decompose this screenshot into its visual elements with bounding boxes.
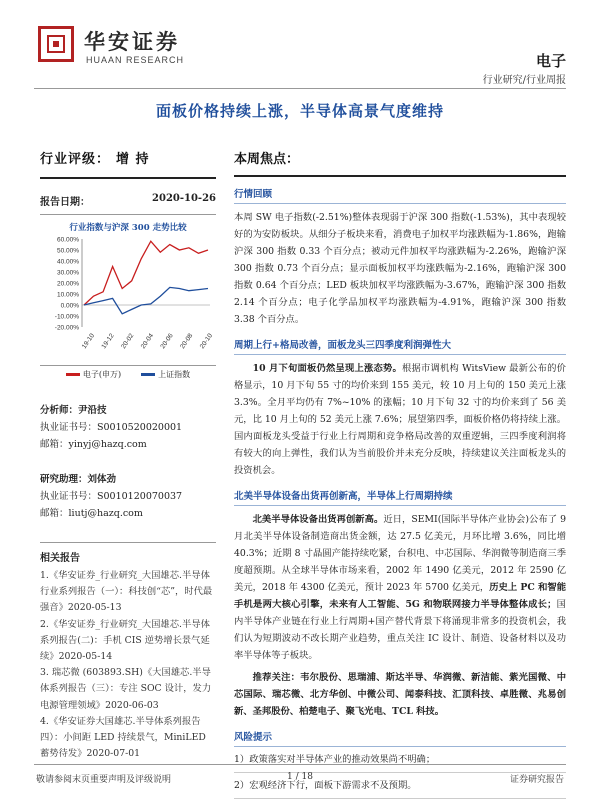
left-sidebar xyxy=(40,148,216,762)
huaan-logo-icon xyxy=(38,26,74,62)
risk-item: 1）政策落实对半导体产业的推动效果尚不明确； xyxy=(234,751,566,773)
rating-label: 行业评级： xyxy=(40,152,111,167)
analyst-info xyxy=(40,402,216,453)
analyst-label: 分析师： xyxy=(40,405,79,416)
related-report-item[interactable]: 3. 瑞芯微 (603893.SH)《大国雄芯.半导体系列报告（三）：专注 SOC 设计，发力电源管理领域》2020-06-03 xyxy=(40,667,212,711)
related-report-item[interactable]: 4.《华安证券大国雄芯.半导体系列报告四）：小间距 LED 持续景气，MiniLED 蓄势待发》2020-07-01 xyxy=(40,715,206,760)
y-tick-label: -20.00% xyxy=(54,324,79,332)
x-tick-label: 20-08 xyxy=(179,332,195,351)
analyst-name: 尹沿技 xyxy=(78,405,107,416)
related-reports xyxy=(40,542,216,762)
chart-legend xyxy=(40,365,216,380)
footer-label: 证券研究报告 xyxy=(509,775,564,785)
y-tick-label: 30.00% xyxy=(56,269,79,277)
weekly-focus-heading: 本周焦点： xyxy=(234,148,566,177)
semi-text-1: 近日，SEMI(国际半导体产业协会)公布了 9 月北美半导体设备制造商出货金额，达 27.5 亿美元，月环比增 3.6%，同比增 40.3%；近期 8 寸晶圆产能持续吃紧，台积电、中芯国际、华润微等制造商三季度超预期。从全球半导体市场来看，2002 年 1490 亿美元，2012 年 2590 亿美元，2018 年 4300 亿美元，预计 2023 年 5700 亿美元， xyxy=(234,514,566,593)
semi-lead: 北美半导体设备出货再创新高。 xyxy=(252,514,384,525)
recommendation-text: 推荐关注：韦尔股份、思瑞浦、斯达半导、华润微、新洁能、紫光国微、中芯国际、瑞芯微、北方华创、中微公司、闻泰科技、汇顶科技、卓胜微、兆易创新、圣邦股份、柏楚电子、聚飞光电、TCL 科技。 xyxy=(234,672,566,717)
report-type: 行业研究/行业周报 xyxy=(482,75,566,86)
section-title-risk: 风险提示 xyxy=(234,729,566,747)
market-review-text: 本周 SW 电子指数(-2.51%)整体表现弱于沪深 300 指数(-1.53%)，其中表现较好的为安防板块。从细分子板块来看，消费电子加权平均涨跌幅为-1.86%，跑输沪深 300 指数 0.33 个百分点；被动元件加权平均涨跌幅为-2.26%，跑输沪深 300 指数 0.73 个百分点；显示面板加权平均涨跌幅为-2.16%，跑输沪深 300 指数 0.64 个百分点；LED 板块加权平均涨跌幅为-3.67%，跑输沪深 300 指数 2.14 个百分点；电子化学品加权平均涨跌幅为-4.91%，跑输沪深 300 指数 3.38 个百分点。 xyxy=(234,212,566,325)
x-tick-label: 19-12 xyxy=(100,332,116,351)
analyst-license: 执业证书号：S0010520020001 xyxy=(40,422,183,433)
panel-text: 根据市调机构 WitsView 最新公布的价格显示，10 月下旬 55 寸的均价来到 155 美元，较 10 月上旬的 150 美元上涨 3.3%。全月平均仍有 7%~10% 的涨幅；10 月下旬 32 寸的均价来到了 56 美元，比 10 月上旬的 52 美元上涨 7.6%；展望第四季，面板价格仍将持续上涨。国内面板龙头受益于行业上行周期和竞争格局改善的双重逻辑，三四季度利润将有较大的向上弹性，我们认为当前股价并未充分反映，持续建议关注面板龙头的投资机会。 xyxy=(234,363,566,476)
date-label: 报告日期： xyxy=(40,197,90,208)
chart-title: 行业指数与沪深 300 走势比较 xyxy=(69,223,187,233)
sector-label: 电子 xyxy=(535,52,566,70)
legend-swatch-blue xyxy=(141,373,155,376)
logo-text: 华安证券 xyxy=(84,29,180,54)
semi-text-2: 国内半导体产业链在行业上行周期+国产替代背景下将涌现非常多的投资机会，我们认为短期波动不改长期产业趋势，重点关注 IC 设计、制造、设备材料以及功率半导体等子板块。 xyxy=(234,599,566,661)
analyst-email[interactable]: 邮箱：yinyj@hazq.com xyxy=(40,439,147,450)
section-title-semiconductor: 北美半导体设备出货再创新高，半导体上行周期持续 xyxy=(234,488,566,506)
report-header xyxy=(0,0,600,92)
section-title-market-review: 行情回顾 xyxy=(234,186,566,204)
industry-rating xyxy=(40,148,216,179)
footer-divider xyxy=(34,764,566,765)
y-tick-label: 50.00% xyxy=(56,247,79,255)
main-content xyxy=(234,148,566,799)
series-line-0 xyxy=(84,241,208,305)
y-tick-label: 40.00% xyxy=(56,258,79,266)
x-tick-label: 20-10 xyxy=(198,332,215,351)
x-tick-label: 20-04 xyxy=(139,332,156,351)
legend-label: 电子(申万) xyxy=(82,370,122,379)
header-divider xyxy=(34,88,566,89)
risk-item: 2）宏观经济下行，面板下游需求不及预期。 xyxy=(234,777,566,799)
y-tick-label: 20.00% xyxy=(56,280,79,288)
related-report-item[interactable]: 1.《华安证券_行业研究_大国雄芯.半导体行业系列报告（一）：科技创“芯”，时代最强音》2020-05-13 xyxy=(40,570,213,614)
rating-value: 增 持 xyxy=(116,152,150,167)
x-tick-label: 19-10 xyxy=(80,332,97,351)
semiconductor-paragraph xyxy=(234,511,566,664)
legend-label: 上证指数 xyxy=(158,370,191,379)
related-reports-heading: 相关报告 xyxy=(40,553,80,564)
section-title-panel: 周期上行+格局改善，面板龙头三四季度利润弹性大 xyxy=(234,337,566,355)
y-tick-label: 10.00% xyxy=(56,291,79,299)
index-comparison-chart xyxy=(40,214,216,380)
date-value: 2020-10-26 xyxy=(152,193,216,204)
related-report-item[interactable]: 2.《华安证券_行业研究_大国雄芯.半导体系列报告(二)：手机 CIS 逆势增长景气延续》2020-05-14 xyxy=(40,618,210,663)
panel-paragraph xyxy=(234,360,566,479)
logo-subtitle: HUAAN RESEARCH xyxy=(86,55,185,65)
assistant-email[interactable]: 邮箱：liutj@hazq.com xyxy=(40,508,143,519)
line-chart-svg xyxy=(40,235,216,363)
report-date-row xyxy=(40,193,216,208)
legend-swatch-red xyxy=(66,373,80,376)
semi-bold-2: 历史上 PC 和智能手机是两大核心引擎，未来有人工智能、5G 和物联网接力半导体整体成长； xyxy=(234,582,566,610)
y-tick-label: -10.00% xyxy=(54,313,79,321)
x-tick-label: 20-02 xyxy=(120,332,136,351)
assistant-label: 研究助理： xyxy=(40,474,88,485)
recommendation-paragraph xyxy=(234,669,566,720)
legend-item-shanghai xyxy=(141,369,190,380)
panel-lead: 10 月下旬面板仍然呈现上涨态势。 xyxy=(252,363,402,374)
assistant-name: 刘体劲 xyxy=(87,474,117,485)
legend-item-electronics xyxy=(66,369,121,380)
disclaimer-note: 敬请参阅末页重要声明及评级说明 xyxy=(36,775,172,785)
page-number: 1 / 18 xyxy=(287,772,313,782)
assistant-license: 执业证书号：S0010120070037 xyxy=(40,491,183,502)
x-tick-label: 20-06 xyxy=(159,332,175,351)
report-title: 面板价格持续上涨，半导体高景气度维持 xyxy=(155,102,444,120)
y-tick-label: 0.00% xyxy=(60,302,79,310)
assistant-info xyxy=(40,471,216,522)
y-tick-label: 60.00% xyxy=(56,236,79,244)
